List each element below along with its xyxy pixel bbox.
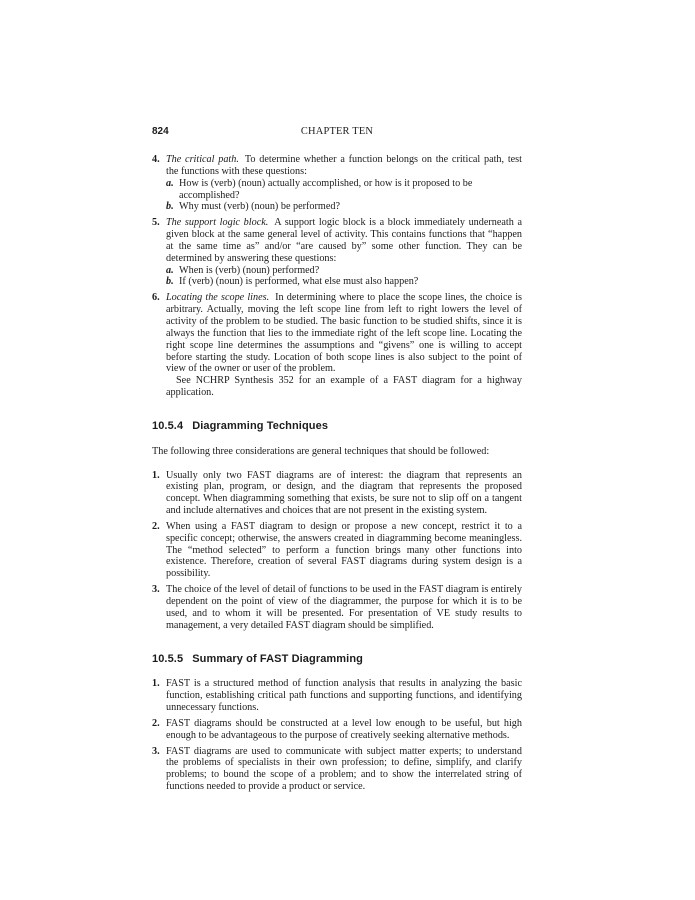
list-item-text: To determine whether a function belongs on the critical path, test the functions with these questions:	[166, 154, 522, 177]
list-item	[152, 718, 522, 742]
sub-item-label: b.	[166, 201, 174, 213]
list-item-text: Usually only two FAST diagrams are of interest: the diagram that represents an existing plan, program, or design, and the diagram that represents the proposed concept. When diagramming something that exists, be sure not to slip off on a tangent and include alternatives and choices that are not present in the existing system.	[166, 469, 522, 517]
list-item	[152, 470, 522, 517]
list-item-number: 1.	[152, 469, 160, 481]
list-item	[152, 584, 522, 631]
list-item-lead: Locating the scope lines.	[166, 292, 270, 304]
numbered-list-continued	[152, 154, 522, 399]
sub-list-item	[166, 201, 522, 213]
page-number: 824	[152, 126, 169, 137]
sub-list-item	[166, 265, 522, 277]
list-item	[152, 678, 522, 714]
list-item	[152, 746, 522, 793]
list-item-number: 2.	[152, 717, 160, 729]
section-number: 10.5.5	[152, 652, 184, 665]
numbered-list-techniques	[152, 470, 522, 632]
list-item	[152, 217, 522, 288]
list-item-text: The choice of the level of detail of functions to be used in the FAST diagram is entirely dependent on the point of view of the diagrammer, the purpose for which it is to be used, and to whom it will be presented. For presentation of VE study results to management, a very detailed FAST diagram should be simplified.	[166, 584, 522, 631]
list-item	[152, 292, 522, 399]
running-header	[152, 126, 522, 140]
sub-item-label: a.	[166, 264, 174, 276]
sub-item-label: a.	[166, 177, 174, 189]
list-item-number: 2.	[152, 520, 160, 532]
list-item-text: FAST diagrams are used to communicate with subject matter experts; to understand the problems of specialists in their own profession; to define, simplify, and clarify problems; to bound the scope of a problem; and to show the interrelated string of functions needed to provide a product or service.	[166, 745, 522, 793]
sub-list-item	[166, 276, 522, 288]
sub-item-text: Why must (verb) (noun) be performed?	[179, 201, 340, 213]
sub-item-label: b.	[166, 276, 174, 288]
list-item	[152, 521, 522, 580]
list-item-number: 1.	[152, 678, 160, 690]
numbered-list-summary	[152, 678, 522, 793]
list-item-text: In determining where to place the scope lines, the choice is arbitrary. Actually, moving the left scope line from left to right lowers the level of activity of the problem to be studied. The basic function to be studied shifts, since it is always the function that lies to the immediate right of the left scope line. Locating the right scope line determines the assumptions and “givens” one is willing to accept before starting the study. Location of both scope lines is also subject to the point of view of the owner or user of the problem.	[166, 292, 522, 375]
section-title: Diagramming Techniques	[192, 419, 329, 432]
list-item-number: 3.	[152, 584, 160, 596]
section-number: 10.5.4	[152, 419, 184, 432]
chapter-title: CHAPTER TEN	[300, 126, 374, 137]
list-item-number: 5.	[152, 217, 160, 229]
list-item-lead: The critical path.	[166, 154, 239, 165]
list-item-text: When using a FAST diagram to design or propose a new concept, restrict it to a specific concept; otherwise, the answers created in diagramming become meaningless. The “method selected” to perform a function brings many other functions into existence. Therefore, creation of several FAST diagrams during system design is a possibility.	[166, 520, 522, 580]
section-heading-diagramming-techniques	[152, 421, 522, 433]
sub-list-item	[166, 178, 522, 202]
section-intro: The following three considerations are general techniques that should be followed:	[152, 445, 490, 457]
list-item-text: FAST diagrams should be constructed at a level low enough to be useful, but high enough to be advantageous to the purpose of creatively seeking alternative methods.	[166, 717, 522, 741]
list-item-number: 4.	[152, 154, 160, 165]
sub-list	[166, 178, 522, 214]
page-body	[152, 154, 522, 797]
section-heading-summary	[152, 654, 522, 666]
list-item-lead: The support logic block.	[166, 217, 269, 229]
list-item-number: 3.	[152, 745, 160, 757]
list-item-text: FAST is a structured method of function analysis that results in analyzing the basic function, establishing critical path functions and supporting functions, and identifying unnecessary functions.	[166, 678, 522, 714]
sub-list	[166, 265, 522, 289]
sub-item-text: When is (verb) (noun) performed?	[179, 264, 320, 276]
sub-item-text: If (verb) (noun) is performed, what else must also happen?	[179, 276, 419, 288]
list-item-continuation: See NCHRP Synthesis 352 for an example of a FAST diagram for a highway application.	[166, 375, 522, 399]
list-item-text: A support logic block is a block immediately underneath a given block at the same general level of activity. This contains functions that “happen at the same time as” and/or “are caused by” some other function. They can be determined by answering these questions:	[166, 217, 522, 264]
section-title: Summary of FAST Diagramming	[192, 652, 363, 665]
list-item	[152, 154, 522, 213]
sub-item-text: How is (verb) (noun) actually accomplished, or how is it proposed to be accomplished?	[179, 177, 473, 201]
list-item-number: 6.	[152, 292, 160, 304]
